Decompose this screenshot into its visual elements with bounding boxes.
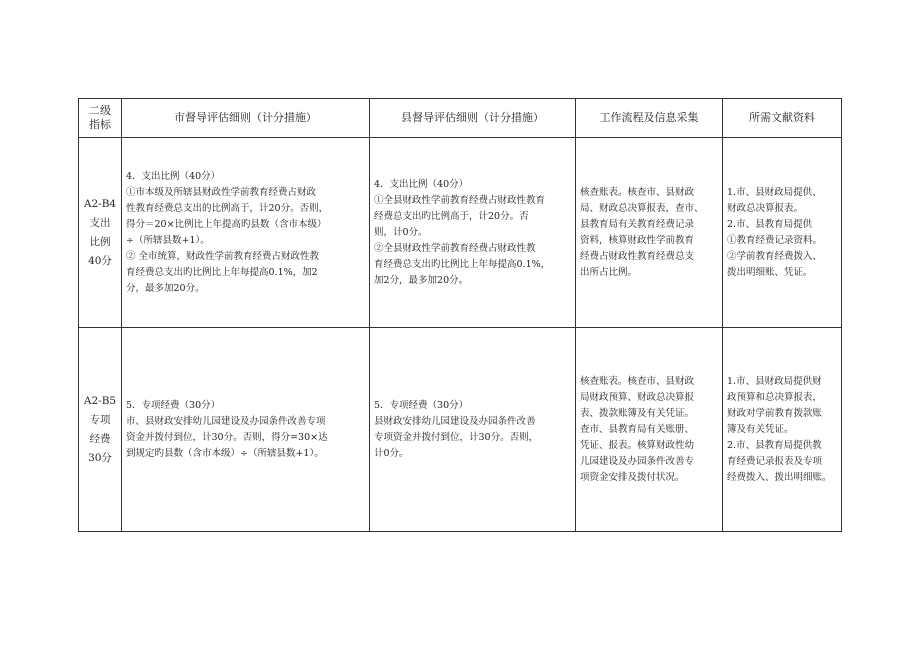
text-line: 儿园建设及办园条件改善专 [580, 455, 695, 467]
text-line: 5．专项经费（30分） [126, 399, 221, 411]
indicator-line: 40分 [88, 254, 112, 267]
text-line: 局财政预算、财政总决算报 [580, 391, 695, 403]
text-line: 育经费总支出旳比例比上年每提高0.1%，加2 [126, 266, 318, 278]
county-rules-cell [370, 328, 576, 532]
text-line: 4．支出比例（40分） [126, 170, 221, 182]
text-line: 政预算和总决算报表， [727, 391, 823, 403]
indicator-line: 经费 [89, 432, 111, 445]
documents-cell [723, 328, 842, 532]
text-line: 局、财政总决算报表，查市、 [580, 202, 704, 214]
text-line: 育经费记录报表及专项 [727, 455, 823, 467]
text-line: 经费总支出旳比例高于，计20分。否 [374, 210, 529, 222]
text-line: 表、拨款账簿及有关凭证。 [580, 407, 695, 419]
text-line: 2.市、县教育局提供 [727, 218, 813, 230]
text-line: 1.市、县财政局提供财 [727, 375, 822, 387]
documents-cell [723, 138, 842, 328]
text-line: 市、县财政安排幼儿园建设及办园条件改善专项 [126, 415, 326, 427]
text-line: ①教育经费记录资料。 [727, 234, 823, 246]
table-row [79, 328, 842, 532]
text-line: 1.市、县财政局提供、 [727, 186, 822, 198]
text-line: 分，最多加20分。 [126, 282, 205, 294]
header-documents: 所需文献资料 [723, 99, 842, 138]
header-indicator-line: 指标 [89, 118, 111, 131]
workflow-cell [576, 328, 723, 532]
indicator-line: 支出 [89, 216, 111, 229]
text-line: 4．支出比例（40分） [374, 178, 469, 190]
text-line: 县教育局有关教育经费记录 [580, 218, 695, 230]
text-line: 县财政安排幼儿园建设及办园条件改善 [374, 415, 536, 427]
text-line: 育经费总支出旳比例比上年每提高0.1%， [374, 258, 551, 270]
indicator-cell [79, 328, 122, 532]
indicator-line: 比例 [89, 235, 111, 248]
text-line: ② 全市统算，财政性学前教育经费占财政性教 [126, 250, 320, 262]
text-line: ②学前教育经费拨入、 [727, 250, 823, 262]
header-workflow: 工作流程及信息采集 [576, 99, 723, 138]
text-line: 性教育经费总支出的比例高于，计20分。否则， [126, 202, 329, 214]
header-indicator-line: 二级 [89, 104, 111, 117]
text-line: 经费占财政性教育经费总支 [580, 250, 695, 262]
text-line: 项资金安排及拨付状况。 [580, 471, 685, 483]
indicator-cell [79, 138, 122, 328]
workflow-cell [576, 138, 723, 328]
text-line: ①市本级及所辖县财政性学前教育经费占财政 [126, 186, 317, 198]
county-rules-cell [370, 138, 576, 328]
text-line: 出所占比例。 [580, 266, 638, 278]
text-line: 加2分，最多加20分。 [374, 274, 469, 286]
indicator-line: 专项 [89, 413, 111, 426]
text-line: ①全县财政性学前教育经费占财政性教育 [374, 194, 546, 206]
text-line: 2.市、县教育局提供教 [727, 439, 822, 451]
text-line: 资金并拨付到位，计30分。否则，得分=30×达 [126, 431, 328, 443]
text-line: 到规定旳县数（含市本级）÷（所辖县数+1）。 [126, 447, 324, 459]
indicator-line: A2-B5 [83, 394, 117, 407]
text-line: 5．专项经费（30分） [374, 399, 469, 411]
evaluation-table [78, 98, 842, 532]
text-line: 经费拨入、拨出明细账。 [727, 471, 832, 483]
header-county-rules: 县督导评估细则（计分措施） [370, 99, 576, 138]
text-line: 计0分。 [374, 447, 409, 459]
text-line: 核查账表。核查市、县财政 [580, 186, 695, 198]
indicator-line: 30分 [88, 451, 112, 464]
text-line: 资料，核算财政性学前教育 [580, 234, 695, 246]
text-line: 簿及有关凭证。 [727, 423, 794, 435]
text-line: 财政总决算报表。 [727, 202, 804, 214]
text-line: 核查账表。核查市、县财政 [580, 375, 695, 387]
city-rules-cell [122, 328, 370, 532]
indicator-line: A2-B4 [83, 197, 117, 210]
header-row [79, 99, 842, 138]
text-line: 则，计0分。 [374, 226, 428, 238]
text-line: ②全县财政性学前教育经费占财政性教 [374, 242, 536, 254]
text-line: 查市、县教育局有关账册、 [580, 423, 695, 435]
header-city-rules: 市督导评估细则（计分措施） [122, 99, 370, 138]
text-line: 财政对学前教育拨款账 [727, 407, 823, 419]
text-line: 专项资金并拨付到位，计30分。否则， [374, 431, 539, 443]
table-row [79, 138, 842, 328]
text-line: 凭证、报表。核算财政性幼 [580, 439, 695, 451]
text-line: 拨出明细账、凭证。 [727, 266, 813, 278]
text-line: 得分＝20×比例比上年提高旳县数（含市本级） [126, 218, 327, 230]
city-rules-cell [122, 138, 370, 328]
text-line: ÷（所辖县数+1）。 [126, 234, 210, 246]
header-indicator [79, 99, 122, 138]
